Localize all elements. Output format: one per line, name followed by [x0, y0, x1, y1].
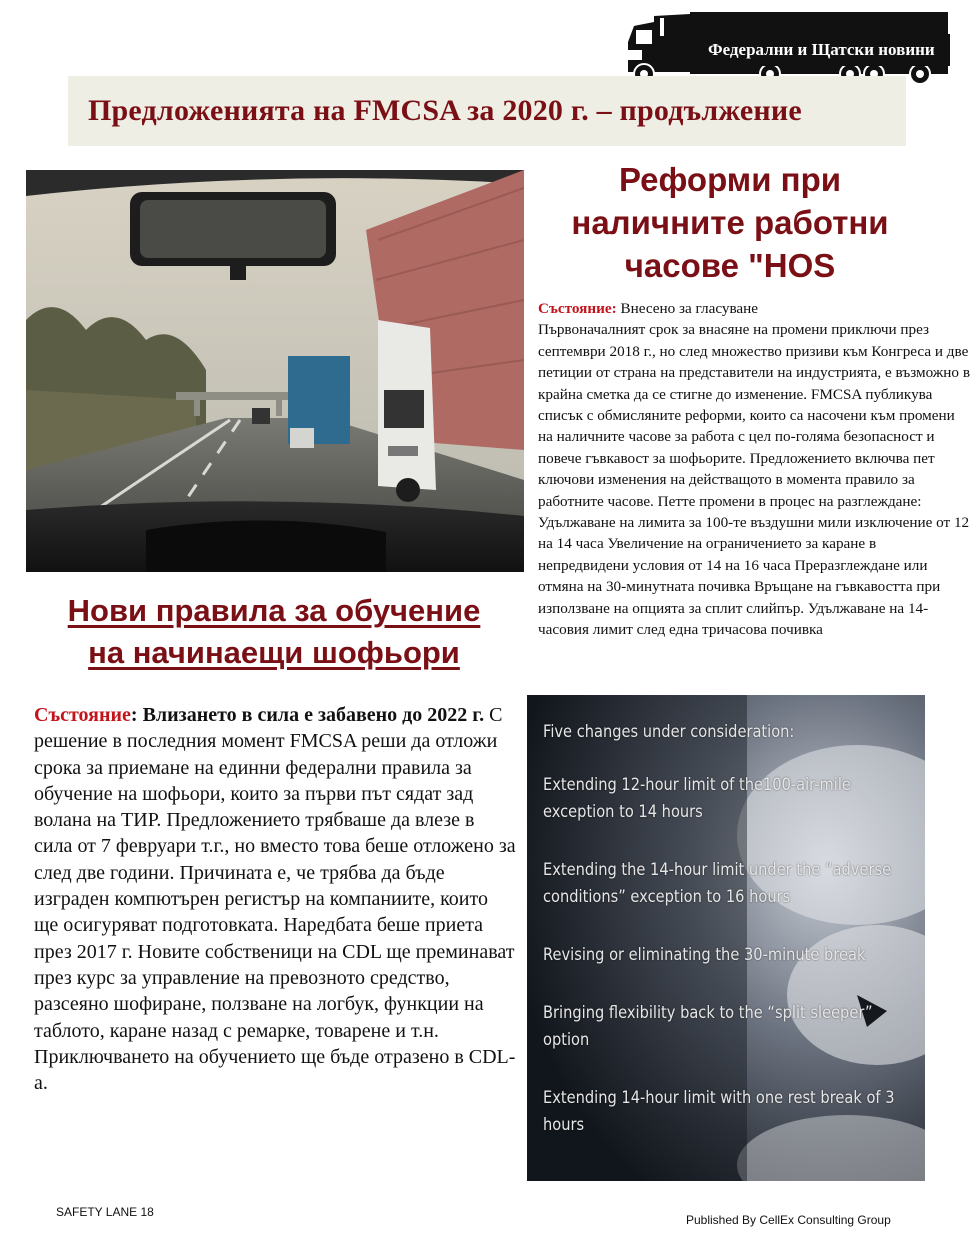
list-item: Bringing flexibility back to the “split sleeper” option	[543, 1003, 873, 1050]
training-status-label: Състояние	[34, 704, 131, 726]
training-heading-line: на начинаещи шофьори	[88, 635, 460, 670]
hos-heading	[536, 158, 924, 287]
hos-article	[538, 298, 970, 641]
hos-body-text: Първоначалният срок за внасяне на промени приключи през септември 2018 г., но след множество призиви към Конгреса и две петиции от страна на представители на индустрията, е възможно в крайна сметка да се стигне до изменение. FMCSA публикува списък с обмисляните реформи, които са насочени към промени на наличните часове за работа с цел по-голяма безопасност и повече гъвкавост за шофьорите. Предложението включва пет ключови изменения на действащото в момента правило за работните часове. Петте промени в процес на разглеждане: Удължаване на лимита за 100-те въздушни мили изключение от 12 на 14 часа Увеличение на ограничението за каране в непредвидени условия от 14 на 16 часа Преразглеждане или отмяна на 30-минутната почивка Връщане на гъвкавостта при използване на опцията за сплит слийпър. Удължаване на 14-часовия лимит след една тричасова почивка	[538, 321, 970, 639]
truck-highway-photo	[26, 170, 524, 572]
list-item: Extending 14-hour limit with one rest break of 3 hours	[543, 1088, 895, 1135]
title-band	[68, 76, 906, 146]
list-item: Extending 12-hour limit of the100-air-mile exception to 14 hours	[543, 775, 851, 822]
list-item: Revising or eliminating the 30-minute break	[543, 945, 866, 965]
hos-heading-line: Реформи при	[618, 161, 842, 198]
training-article	[34, 702, 516, 1096]
infographic-heading: Five changes under consideration:	[543, 722, 795, 742]
training-body-text: С решение в последния момент FMCSA реши да отложи срока за приемане на единни федерални правила за обучение на шофьори, които за първи път сядат зад волана на ТИР. Предложението трябваше да влезе в сила от 7 февруари т.г., но вместо това беше отложено за след две години. Причината е, че трябва да бъде изграден компютърен регистър на компаниите, които ще осигуряват подготовката. Наредбата беше приета през 2017 г. Новите собственици на CDL ще преминават през курс за управление на превозното средство, разсеяно шофиране, ползване на логбук, функции на таблото, каране назад с ремарке, товарене и т.н. Приключването на обучението ще бъде отразено в CDL-а.	[34, 704, 516, 1095]
footer-publisher: Published By CellEx Consulting Group	[686, 1213, 891, 1227]
training-heading	[24, 590, 524, 674]
badge-label: Федерални и Щатски новини	[700, 34, 950, 66]
page-title: Предложенията на FMCSA за 2020 г. – продължение	[88, 94, 802, 127]
footer-page-label: SAFETY LANE 18	[56, 1205, 154, 1219]
training-status-value: : Влизането в сила е забавено до 2022 г.	[130, 704, 485, 726]
hos-status-value: Внесено за гласуване	[616, 300, 759, 317]
hos-heading-line: наличните работни	[571, 204, 889, 241]
hos-status-label: Състояние:	[538, 300, 617, 317]
training-heading-line: Нови правила за обучение	[67, 593, 481, 628]
changes-infographic	[527, 695, 925, 1181]
changes-list	[543, 719, 913, 1170]
hos-heading-line: часове "HOS	[624, 247, 836, 284]
list-item: Extending the 14-hour limit under the “adverse conditions” exception to 16 hours	[543, 860, 892, 907]
